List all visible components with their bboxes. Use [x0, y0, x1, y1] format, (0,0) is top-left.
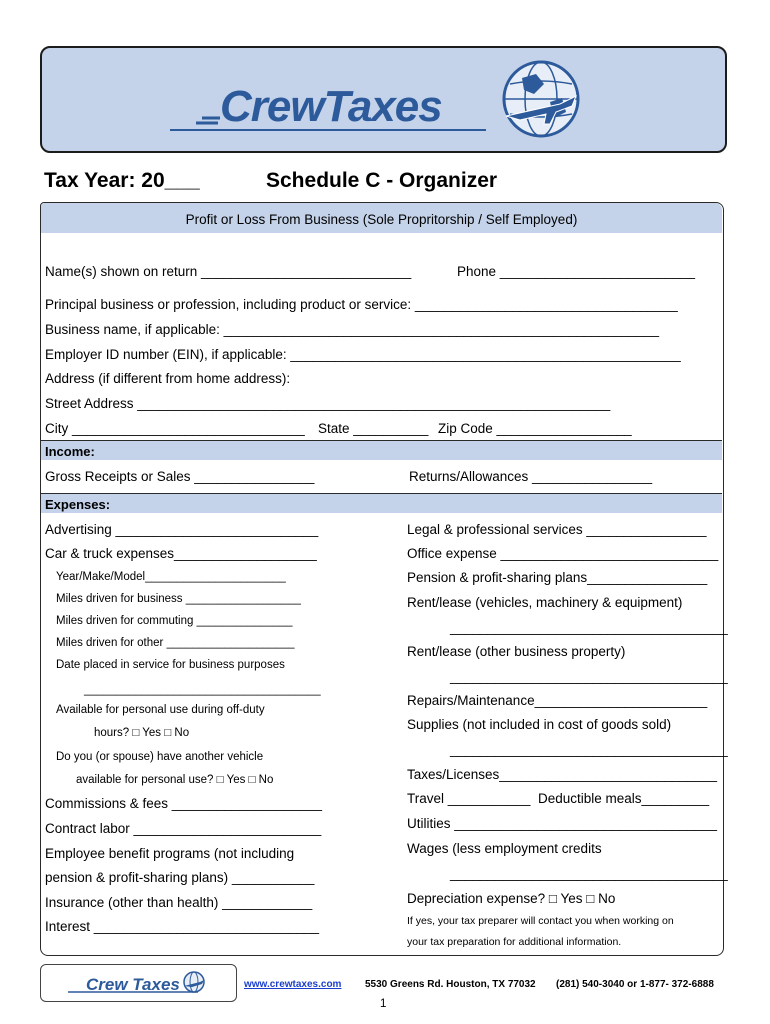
another-vehicle-label: Do you (or spouse) have another vehicle: [56, 751, 264, 763]
office-expense-field[interactable]: Office expense _____________________________: [407, 546, 719, 561]
ein-field[interactable]: Employer ID number (EIN), if applicable: ____________________________________________________: [45, 347, 681, 362]
expenses-label: Expenses:: [45, 497, 111, 512]
taxes-licenses-field[interactable]: Taxes/Licenses_____________________________: [407, 767, 718, 782]
schedule-title: Schedule C - Organizer: [266, 169, 498, 192]
contract-labor-field[interactable]: Contract labor _________________________: [45, 821, 322, 836]
travel-field[interactable]: Travel ___________: [407, 791, 531, 806]
principal-business-field[interactable]: Principal business or profession, including product or service: ___________________________________: [45, 297, 678, 312]
commissions-field[interactable]: Commissions & fees ____________________: [45, 796, 322, 811]
depreciation-note-line2: your tax preparation for additional information.: [407, 936, 622, 948]
date-placed-label: Date placed in service for business purposes: [56, 659, 285, 671]
phone-field[interactable]: Phone __________________________: [457, 264, 695, 279]
state-field[interactable]: State __________: [318, 421, 429, 436]
page-number: 1: [380, 998, 387, 1010]
rent-other-field[interactable]: _____________________________________: [450, 669, 728, 684]
pension-profit-sharing-field[interactable]: Pension & profit-sharing plans________________: [407, 570, 708, 585]
wages-label: Wages (less employment credits: [407, 841, 602, 856]
repairs-maintenance-field[interactable]: Repairs/Maintenance_______________________: [407, 693, 708, 708]
website-link[interactable]: www.crewtaxes.com: [244, 979, 342, 990]
depreciation-note-line1: If yes, your tax preparer will contact you when working on: [407, 915, 674, 927]
supplies-label: Supplies (not included in cost of goods sold): [407, 717, 672, 732]
interest-field[interactable]: Interest ______________________________: [45, 919, 320, 934]
deductible-meals-field[interactable]: Deductible meals_________: [538, 791, 710, 806]
business-name-field[interactable]: Business name, if applicable: __________________________________________________________: [45, 322, 660, 337]
legal-professional-field[interactable]: Legal & professional services ________________: [407, 522, 707, 537]
miles-commuting-field[interactable]: Miles driven for commuting _______________: [56, 615, 293, 627]
income-section-bar: [41, 440, 722, 460]
address-label: Address (if different from home address):: [45, 371, 291, 386]
employee-benefit-label: Employee benefit programs (not including: [45, 846, 295, 861]
returns-allowances-field[interactable]: Returns/Allowances ________________: [409, 469, 653, 484]
footer-phone: (281) 540-3040 or 1-877- 372-6888: [556, 979, 714, 990]
names-field[interactable]: Name(s) shown on return ____________________________: [45, 264, 412, 279]
tax-year-title: Tax Year: 20___: [44, 169, 200, 192]
form-subtitle: Profit or Loss From Business (Sole Propritorship / Self Employed): [185, 212, 578, 227]
city-field[interactable]: City _______________________________: [45, 421, 305, 436]
insurance-field[interactable]: Insurance (other than health) ____________: [45, 895, 313, 910]
street-field[interactable]: Street Address _______________________________________________________________: [45, 396, 611, 411]
available-personal-checkboxes[interactable]: available for personal use? □ Yes □ No: [76, 774, 274, 786]
income-label: Income:: [45, 444, 95, 459]
supplies-field[interactable]: _____________________________________: [450, 742, 728, 757]
footer-address: 5530 Greens Rd. Houston, TX 77032: [365, 979, 536, 990]
wages-field[interactable]: _____________________________________: [450, 866, 728, 881]
miles-other-field[interactable]: Miles driven for other ____________________: [56, 637, 295, 649]
zip-field[interactable]: Zip Code __________________: [438, 421, 632, 436]
gross-receipts-field[interactable]: Gross Receipts or Sales ________________: [45, 469, 315, 484]
utilities-field[interactable]: Utilities ___________________________________: [407, 816, 718, 831]
globe-airplane-icon: [500, 58, 582, 140]
expenses-section-bar: [41, 493, 722, 513]
rent-vehicles-field[interactable]: _____________________________________: [450, 620, 728, 635]
employee-benefit-field[interactable]: pension & profit-sharing plans) ___________: [45, 870, 315, 885]
miles-business-field[interactable]: Miles driven for business __________________: [56, 593, 301, 605]
advertising-field[interactable]: Advertising ___________________________: [45, 522, 319, 537]
date-placed-field[interactable]: _____________________________________: [84, 684, 321, 696]
rent-other-label: Rent/lease (other business property): [407, 644, 626, 659]
available-personal-label: Available for personal use during off-duty: [56, 704, 265, 716]
footer-globe-icon: [182, 970, 206, 994]
footer-logo: Crew Taxes: [86, 975, 180, 994]
logo-wordmark: CrewTaxes: [220, 82, 442, 131]
year-make-model-field[interactable]: Year/Make/Model______________________: [56, 571, 286, 583]
rent-vehicles-label: Rent/lease (vehicles, machinery & equipment): [407, 595, 683, 610]
car-truck-field[interactable]: Car & truck expenses___________________: [45, 546, 317, 561]
depreciation-checkboxes[interactable]: Depreciation expense? □ Yes □ No: [407, 891, 616, 906]
hours-checkboxes[interactable]: hours? □ Yes □ No: [94, 727, 190, 739]
